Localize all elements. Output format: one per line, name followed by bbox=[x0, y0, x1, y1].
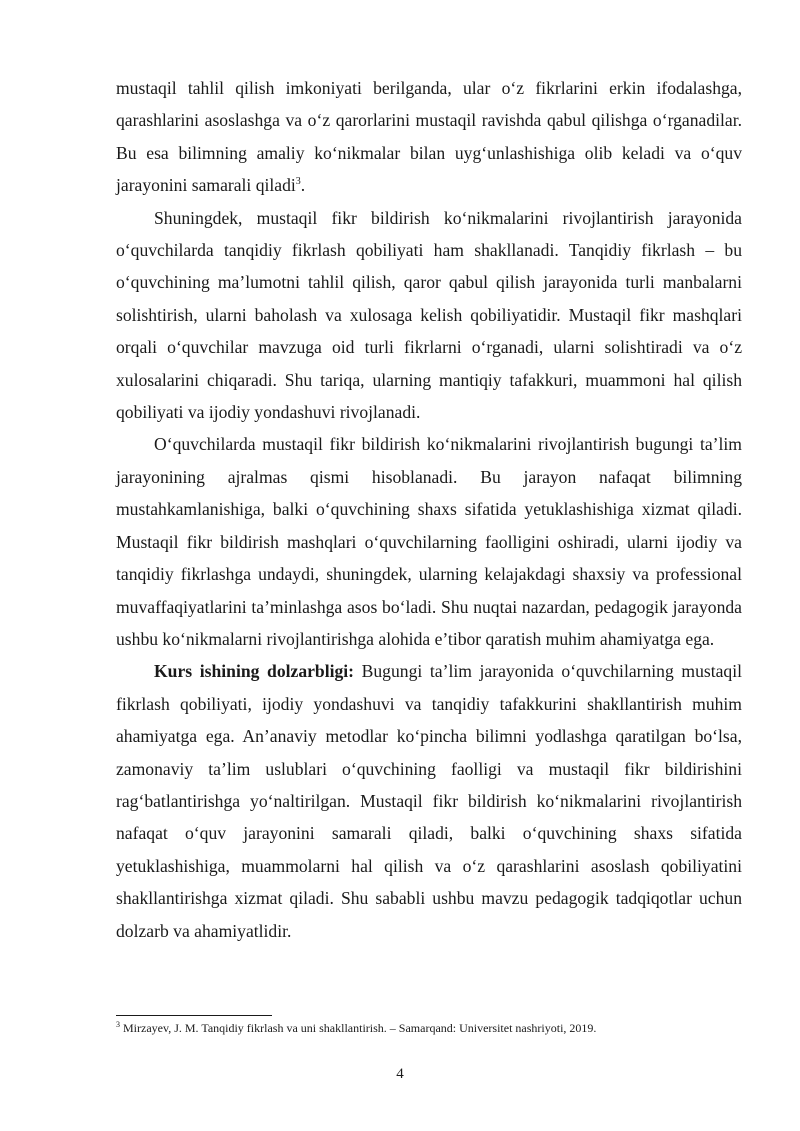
section-heading-relevance: Kurs ishining dolzarbligi: bbox=[154, 661, 355, 682]
body-text bbox=[116, 72, 742, 947]
paragraph-2-text: Shuningdek, mustaqil fikr bildirish ko‘nikmalarini rivojlantirish jarayonida o‘quvchilarda tanqidiy fikrlash qobiliyati ham shakllanadi. Tanqidiy fikrlash – bu o‘quvchining ma’lumotni tahlil qilish, qaror qabul qilish jarayonida turli manbalarni solishtirish, ularni baholash va xulosaga kelish qobiliyatidir. Mustaqil fikr mashqlari orqali o‘quvchilar mavzuga oid turli fikrlarni o‘rganadi, ularni solishtiradi va o‘z xulosalarini chiqaradi. Shu tariqa, ularning mantiqiy tafakkuri, muammoni hal qilish qobiliyati va ijodiy yondashuvi rivojlanadi. bbox=[116, 207, 742, 423]
page-number: 4 bbox=[396, 1066, 404, 1082]
footnote-marker: 3 bbox=[116, 1020, 120, 1029]
paragraph-1-text: mustaqil tahlil qilish imkoniyati berilganda, ular o‘z fikrlarini erkin ifodalashga, qarashlarini asoslashga va o‘z qarorlarini mustaqil ravishda qabul qilishga o‘rganadilar. Bu esa bilimning amaliy ko‘nikmalar bilan uyg‘unlashishiga olib keladi va o‘quv jarayonini samarali qiladi bbox=[116, 78, 742, 196]
footnote-reference: 3 bbox=[295, 176, 301, 188]
footnote-divider bbox=[116, 1015, 272, 1016]
paragraph-1-end: . bbox=[300, 175, 306, 196]
paragraph-3 bbox=[116, 428, 742, 655]
paragraph-1 bbox=[116, 72, 742, 202]
footnote-text: Mirzayev, J. M. Tanqidiy fikrlash va uni shakllantirish. – Samarqand: Universitet nashriyoti, 2019. bbox=[120, 1021, 597, 1035]
paragraph-4 bbox=[116, 655, 742, 947]
footnote bbox=[116, 1020, 742, 1036]
paragraph-3-text: O‘quvchilarda mustaqil fikr bildirish ko‘nikmalarini rivojlantirish bugungi ta’lim jarayonining ajralmas qismi hisoblanadi. Bu jarayon nafaqat bilimning mustahkamlanishiga, balki o‘quvchining shaxs sifatida yetuklashishiga xizmat qiladi. Mustaqil fikr bildirish mashqlari o‘quvchilarning faolligini oshiradi, ularni ijodiy va tanqidiy fikrlashga undaydi, shuningdek, ularning kelajakdagi shaxsiy va professional muvaffaqiyatlarini ta’minlashga asos bo‘ladi. Shu nuqtai nazardan, pedagogik jarayonda ushbu ko‘nikmalarni rivojlantirishga alohida e’tibor qaratish muhim ahamiyatga ega. bbox=[116, 434, 742, 649]
paragraph-2 bbox=[116, 202, 742, 429]
paragraph-4-text: Bugungi ta’lim jarayonida o‘quvchilarning mustaqil fikrlash qobiliyati, ijodiy yondashuvi va tanqidiy tafakkurini shakllantirish muhim ahamiyatga ega. An’anaviy metodlar ko‘pincha bilimni yodlashga qaratilgan bo‘lsa, zamonaviy ta’lim uslublari o‘quvchining faolligi va mustaqil fikr bildirishini rag‘batlantirishga yo‘naltirilgan. Mustaqil fikr bildirish ko‘nikmalarini rivojlantirish nafaqat o‘quv jarayonini samarali qiladi, balki o‘quvchining shaxs sifatida yetuklashishiga, muammolarni hal qilish va o‘z qarashlarini asoslash qobiliyatini shakllantirishga xizmat qiladi. Shu sababli ushbu mavzu pedagogik tadqiqotlar uchun dolzarb va ahamiyatlidir. bbox=[116, 661, 742, 941]
